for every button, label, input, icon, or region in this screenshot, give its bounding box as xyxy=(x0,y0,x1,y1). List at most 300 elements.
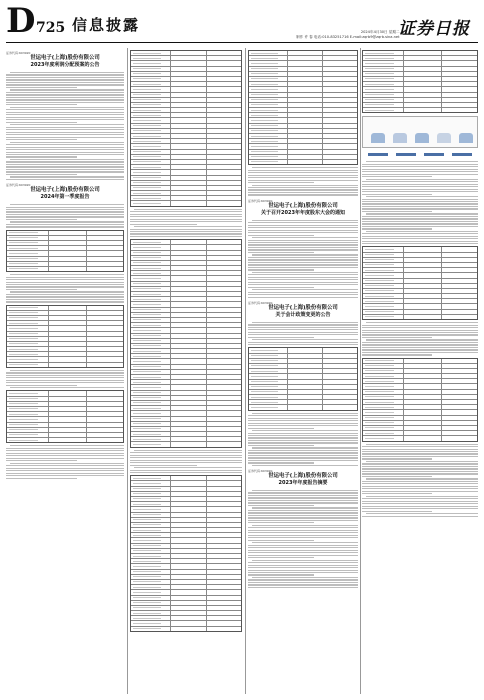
text-line xyxy=(6,149,124,150)
text-line xyxy=(366,513,478,514)
text-line xyxy=(248,172,358,173)
text-line xyxy=(6,132,124,133)
data-table xyxy=(362,358,478,442)
text-line xyxy=(248,433,358,434)
text-line xyxy=(10,176,124,177)
text-line xyxy=(248,192,358,193)
text-line xyxy=(362,228,432,229)
data-table xyxy=(362,50,478,113)
text-line xyxy=(130,465,197,466)
text-line xyxy=(10,204,124,205)
text-line xyxy=(248,545,358,546)
text-line xyxy=(6,179,124,180)
text-line xyxy=(252,560,358,561)
figure-graphic xyxy=(362,151,478,159)
stock-code: 证券代码:603920 xyxy=(248,198,273,203)
text-line xyxy=(362,233,478,234)
text-line xyxy=(130,236,242,237)
text-line xyxy=(362,488,478,489)
text-line xyxy=(248,292,358,293)
text-line xyxy=(248,527,358,528)
section-title: 信息披露 xyxy=(72,16,141,34)
data-table xyxy=(130,50,242,207)
text-line xyxy=(362,466,478,467)
text-line xyxy=(10,159,124,160)
table-row xyxy=(249,160,357,164)
text-line xyxy=(248,235,314,236)
text-line xyxy=(362,238,478,239)
text-line xyxy=(6,99,124,100)
text-line xyxy=(6,82,124,83)
text-line xyxy=(248,252,314,253)
text-line xyxy=(6,154,124,155)
text-line xyxy=(248,547,358,548)
text-line xyxy=(362,199,478,200)
text-line xyxy=(134,209,242,210)
text-line xyxy=(362,503,478,504)
body-text xyxy=(362,444,478,517)
article-title: 关于召开2023年年度股东大会的通知 xyxy=(261,209,345,216)
text-line xyxy=(248,428,314,429)
text-line xyxy=(248,587,358,588)
text-line xyxy=(366,461,478,462)
text-line xyxy=(6,144,124,145)
body-text xyxy=(130,450,242,474)
text-line xyxy=(362,206,478,207)
column-1 xyxy=(6,48,124,694)
text-line xyxy=(362,176,432,177)
text-line xyxy=(248,445,314,446)
text-line xyxy=(362,468,478,469)
text-line xyxy=(362,483,478,484)
article-heading xyxy=(248,469,358,487)
text-line xyxy=(362,332,478,333)
text-line xyxy=(362,481,478,482)
text-line xyxy=(6,211,124,212)
article-title: 2023年度利润分配预案的公告 xyxy=(30,62,100,68)
text-line xyxy=(6,97,124,98)
text-line xyxy=(248,277,358,278)
text-line xyxy=(362,473,478,474)
article-title: 2023年年度报告摘要 xyxy=(278,480,328,486)
text-line xyxy=(248,282,358,283)
body-text xyxy=(6,445,124,478)
text-line xyxy=(362,191,478,192)
text-line xyxy=(248,423,358,424)
text-line xyxy=(362,203,478,204)
table-row xyxy=(7,363,123,367)
text-line xyxy=(362,243,478,244)
text-line xyxy=(6,156,77,157)
text-line xyxy=(252,237,358,238)
text-line xyxy=(248,425,358,426)
body-text xyxy=(362,161,478,244)
page-header xyxy=(0,0,484,44)
text-line xyxy=(248,492,358,493)
page-number: 725 xyxy=(36,20,66,36)
text-line xyxy=(6,286,124,287)
text-line xyxy=(362,216,478,217)
data-table xyxy=(6,390,124,443)
text-line xyxy=(252,339,358,340)
text-line xyxy=(248,287,314,288)
text-line xyxy=(248,555,358,556)
text-line xyxy=(6,214,124,215)
text-line xyxy=(362,516,478,517)
text-line xyxy=(362,342,478,343)
text-line xyxy=(248,495,358,496)
text-line xyxy=(6,385,77,386)
text-line xyxy=(248,247,358,248)
text-line xyxy=(130,462,242,463)
text-line xyxy=(248,567,358,568)
text-line xyxy=(248,170,358,171)
text-line xyxy=(248,572,358,573)
text-line xyxy=(362,169,478,170)
text-line xyxy=(362,201,478,202)
text-line xyxy=(362,344,478,345)
text-line xyxy=(6,294,124,295)
text-line xyxy=(362,354,432,355)
text-line xyxy=(362,334,478,335)
text-line xyxy=(248,294,358,295)
text-line xyxy=(252,430,358,431)
text-line xyxy=(362,171,478,172)
text-line xyxy=(248,565,358,566)
text-line xyxy=(6,450,124,451)
text-line xyxy=(362,506,478,507)
company-name: 世运电子(上海)股份有限公司 xyxy=(268,473,338,479)
text-line xyxy=(362,498,478,499)
text-line xyxy=(248,225,358,226)
table-row xyxy=(131,201,241,205)
text-line xyxy=(130,233,242,234)
text-line xyxy=(248,520,358,521)
body-text xyxy=(248,490,358,588)
column-divider xyxy=(360,48,361,694)
text-line xyxy=(362,337,432,338)
table-row xyxy=(131,627,241,631)
text-line xyxy=(252,220,358,221)
text-line xyxy=(362,186,478,187)
text-line xyxy=(10,370,124,371)
text-line xyxy=(362,189,478,190)
text-line xyxy=(6,139,77,140)
text-line xyxy=(130,457,242,458)
text-line xyxy=(248,455,358,456)
text-line xyxy=(248,522,314,523)
text-line xyxy=(362,184,478,185)
text-line xyxy=(248,327,358,328)
company-name: 世运电子(上海)股份有限公司 xyxy=(30,187,100,194)
text-line xyxy=(248,505,314,506)
text-line xyxy=(362,453,478,454)
company-name: 世运电子(上海)股份有限公司 xyxy=(268,202,338,209)
header-rule xyxy=(6,42,478,43)
text-line xyxy=(248,194,358,195)
text-line xyxy=(134,226,242,227)
text-line xyxy=(10,291,124,292)
text-line xyxy=(248,189,358,190)
text-line xyxy=(6,453,124,454)
text-line xyxy=(362,458,432,459)
text-line xyxy=(10,463,124,464)
text-line xyxy=(6,114,124,115)
table-row xyxy=(363,108,477,112)
text-line xyxy=(248,257,358,258)
text-line xyxy=(6,84,124,85)
text-line xyxy=(362,349,478,350)
text-line xyxy=(248,420,358,421)
text-line xyxy=(252,413,358,414)
text-line xyxy=(248,437,358,438)
text-line xyxy=(252,322,358,323)
column-3 xyxy=(248,48,358,694)
text-line xyxy=(362,223,478,224)
text-line xyxy=(6,119,124,120)
table-row xyxy=(363,315,477,319)
text-line xyxy=(248,535,358,536)
text-line xyxy=(248,457,358,458)
text-line xyxy=(362,486,478,487)
body-text xyxy=(6,370,124,389)
text-line xyxy=(6,129,124,130)
text-line xyxy=(366,339,478,340)
table-row xyxy=(131,442,241,446)
text-line xyxy=(6,94,124,95)
text-line xyxy=(130,455,242,456)
text-line xyxy=(248,562,358,563)
text-line xyxy=(252,577,358,578)
text-line xyxy=(248,570,358,571)
text-line xyxy=(248,264,358,265)
data-table xyxy=(6,305,124,368)
body-text xyxy=(248,167,358,196)
text-line xyxy=(362,449,478,450)
company-name: 世运电子(上海)股份有限公司 xyxy=(30,55,100,61)
text-line xyxy=(248,344,358,345)
text-line xyxy=(130,216,242,217)
text-line xyxy=(6,161,124,162)
newspaper-logo: 证券日报 xyxy=(398,19,470,39)
text-line xyxy=(252,465,358,466)
text-line xyxy=(362,491,478,492)
stock-code: 证券代码:603920 xyxy=(248,300,273,305)
contact-line: 制作 许 春 电话:010-83251716 E-mail:zqrb9@zqrb.sina.net xyxy=(296,34,400,39)
text-line xyxy=(248,180,358,181)
company-name: 世运电子(上海)股份有限公司 xyxy=(268,304,338,311)
text-line xyxy=(252,447,358,448)
text-line xyxy=(6,465,124,466)
text-line xyxy=(252,185,358,186)
text-line xyxy=(248,242,358,243)
text-line xyxy=(248,284,358,285)
column-4 xyxy=(362,48,478,694)
text-line xyxy=(248,175,358,176)
text-line xyxy=(248,337,314,338)
text-line xyxy=(252,289,358,290)
text-line xyxy=(248,262,358,263)
text-line xyxy=(6,174,77,175)
text-line xyxy=(6,171,124,172)
table-row xyxy=(7,438,123,442)
data-table xyxy=(248,50,358,165)
text-line xyxy=(362,211,432,212)
body-text xyxy=(6,204,124,228)
text-line xyxy=(248,334,358,335)
text-line xyxy=(248,579,358,580)
text-line xyxy=(10,387,124,388)
text-line xyxy=(248,442,358,443)
text-line xyxy=(130,221,242,222)
text-line xyxy=(248,324,358,325)
text-line xyxy=(248,415,358,416)
text-line xyxy=(130,214,242,215)
text-line xyxy=(6,147,124,148)
text-line xyxy=(366,322,478,323)
text-line xyxy=(6,226,124,227)
text-line xyxy=(362,511,432,512)
text-line xyxy=(248,462,314,463)
text-line xyxy=(6,164,124,165)
text-line xyxy=(362,347,478,348)
text-line xyxy=(6,380,124,381)
text-line xyxy=(6,377,124,378)
text-line xyxy=(10,72,124,73)
text-line xyxy=(362,181,478,182)
text-line xyxy=(366,161,478,162)
text-line xyxy=(130,470,242,471)
text-line xyxy=(6,478,77,479)
text-line xyxy=(366,213,478,214)
text-line xyxy=(362,327,478,328)
text-line xyxy=(248,552,358,553)
text-line xyxy=(10,89,124,90)
text-line xyxy=(130,211,242,212)
text-line xyxy=(248,329,358,330)
text-line xyxy=(6,296,124,297)
text-line xyxy=(248,460,358,461)
text-line xyxy=(10,142,124,143)
text-line xyxy=(6,219,77,220)
text-line xyxy=(6,475,124,476)
text-line xyxy=(6,112,124,113)
text-line xyxy=(6,299,124,300)
text-line xyxy=(6,458,124,459)
text-line xyxy=(248,450,358,451)
text-line xyxy=(248,222,358,223)
text-line xyxy=(248,500,358,501)
text-line xyxy=(248,440,358,441)
column-divider xyxy=(245,48,246,694)
text-line xyxy=(362,236,478,237)
text-line xyxy=(362,352,478,353)
article-title: 关于会计政策变更的公告 xyxy=(275,311,331,318)
text-line xyxy=(130,219,242,220)
text-line xyxy=(248,227,358,228)
text-line xyxy=(362,325,478,326)
text-line xyxy=(362,221,478,222)
text-line xyxy=(6,460,77,461)
text-line xyxy=(134,467,242,468)
text-line xyxy=(6,74,124,75)
text-line xyxy=(130,224,197,225)
article-heading xyxy=(6,51,124,69)
text-line xyxy=(10,221,124,222)
text-line xyxy=(248,574,314,575)
text-line xyxy=(248,582,358,583)
text-line xyxy=(362,446,478,447)
text-line xyxy=(362,194,432,195)
article-heading xyxy=(248,199,358,217)
text-line xyxy=(10,107,124,108)
text-line xyxy=(248,452,358,453)
data-table xyxy=(130,475,242,632)
text-line xyxy=(248,232,358,233)
text-line xyxy=(362,463,478,464)
text-line xyxy=(248,187,358,188)
text-line xyxy=(366,231,478,232)
text-line xyxy=(6,134,124,135)
text-line xyxy=(248,532,358,533)
text-line xyxy=(362,508,478,509)
text-line xyxy=(130,229,242,230)
data-table xyxy=(130,239,242,448)
section-letter: D xyxy=(6,1,35,41)
text-line xyxy=(248,550,358,551)
table-row xyxy=(7,267,123,271)
text-line xyxy=(362,451,478,452)
article-heading xyxy=(248,301,358,319)
text-line xyxy=(362,164,478,165)
text-line xyxy=(366,444,478,445)
text-line xyxy=(6,109,124,110)
text-line xyxy=(366,179,478,180)
body-text xyxy=(362,322,478,355)
text-line xyxy=(6,117,124,118)
text-line xyxy=(362,208,478,209)
text-line xyxy=(248,259,358,260)
stock-code: 证券代码:603920 xyxy=(6,183,31,188)
text-line xyxy=(248,517,358,518)
data-table xyxy=(248,347,358,410)
table-row xyxy=(363,436,477,440)
text-line xyxy=(130,452,242,453)
text-line xyxy=(248,230,358,231)
text-line xyxy=(6,79,124,80)
stock-code: 证券代码:603920 xyxy=(248,469,273,473)
text-line xyxy=(6,277,124,278)
text-line xyxy=(248,418,358,419)
text-line xyxy=(6,382,124,383)
text-line xyxy=(248,267,358,268)
text-line xyxy=(6,216,124,217)
column-2 xyxy=(130,48,242,694)
text-line xyxy=(248,502,358,503)
figure-graphic xyxy=(362,116,478,148)
text-line xyxy=(248,510,358,511)
text-line xyxy=(6,279,124,280)
text-line xyxy=(248,240,358,241)
header-meta xyxy=(296,30,400,39)
text-line xyxy=(248,279,358,280)
text-line xyxy=(248,540,314,541)
text-line xyxy=(6,127,124,128)
text-line xyxy=(6,209,124,210)
text-line xyxy=(6,473,124,474)
text-line xyxy=(248,530,358,531)
text-line xyxy=(130,460,242,461)
